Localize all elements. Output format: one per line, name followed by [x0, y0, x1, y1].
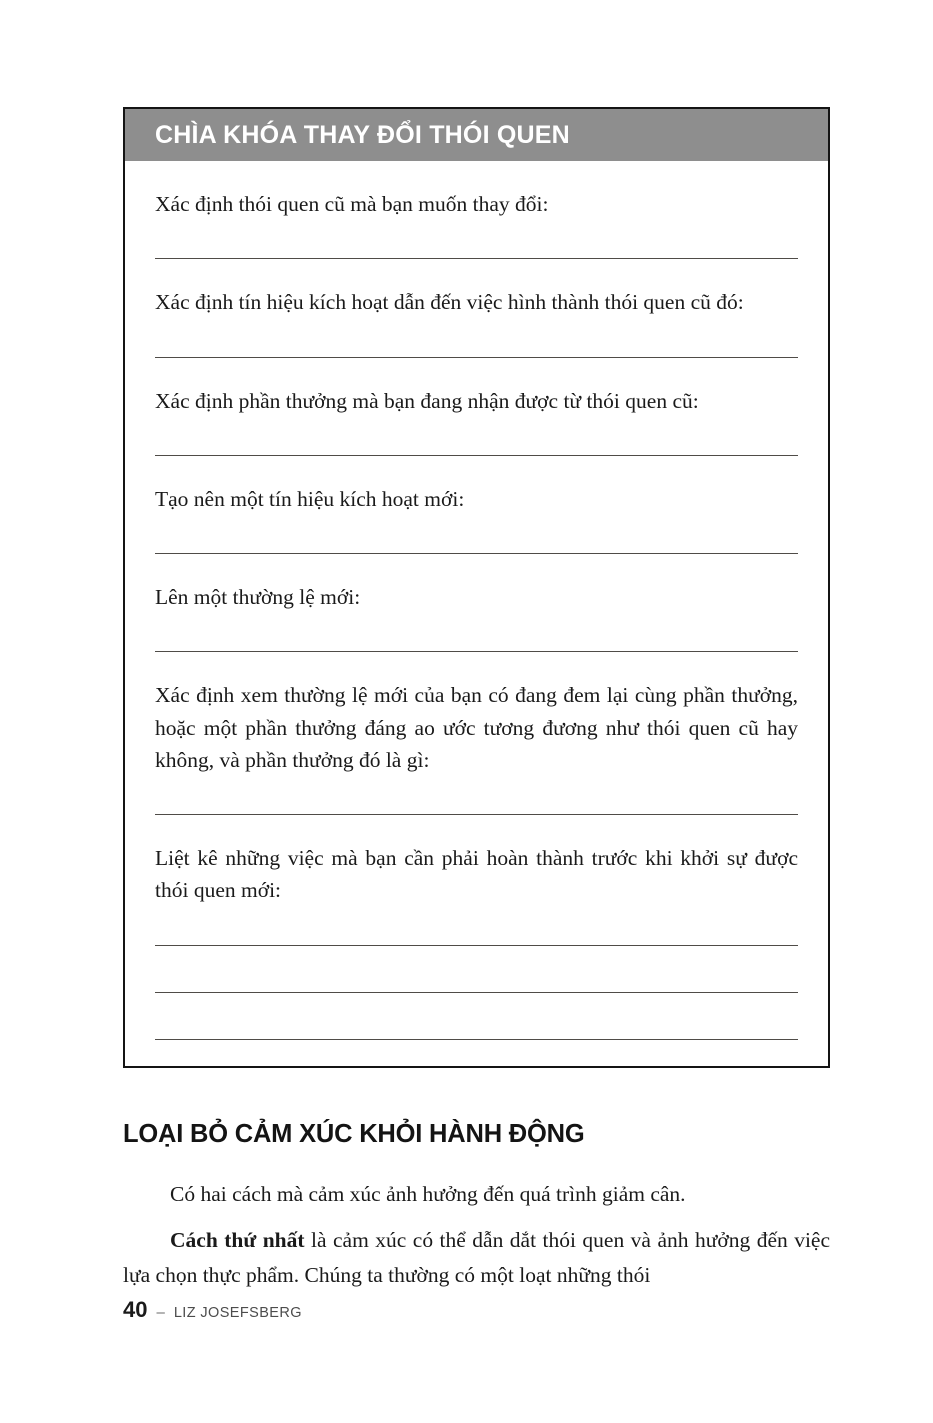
- page-content: [123, 107, 830, 1293]
- field-label: Xác định phần thưởng mà bạn đang nhận được từ thói quen cũ:: [155, 388, 699, 413]
- field-label: Lên một thường lệ mới:: [155, 585, 361, 609]
- blank-line: [155, 945, 798, 946]
- key-box-body: [125, 161, 828, 1066]
- paragraph-rest: là cảm xúc có thể dẫn dắt thói quen và ảnh hưởng đến việc lựa chọn thực phẩm. Chúng ta thường có một loạt những thói: [123, 1228, 831, 1288]
- field-label: Xác định thói quen cũ mà bạn muốn thay đổi:: [155, 192, 549, 216]
- paragraph-first-way: [123, 1223, 830, 1293]
- field-old-reward: [155, 358, 798, 456]
- field-new-routine: [155, 554, 798, 652]
- field-trigger-cue: [155, 259, 798, 357]
- field-label: Liệt kê những việc mà bạn cần phải hoàn thành trước khi khởi sự được thói quen mới:: [155, 846, 798, 903]
- author-name: LIZ JOSEFSBERG: [173, 1305, 302, 1321]
- field-label: Tạo nên một tín hiệu kích hoạt mới:: [155, 486, 465, 511]
- blank-line: [155, 1039, 798, 1040]
- key-box-header: [125, 109, 828, 161]
- field-new-reward-check: [155, 652, 798, 815]
- field-old-habit: [155, 161, 798, 259]
- blank-line: [155, 992, 798, 993]
- key-box-title: CHÌA KHÓA THAY ĐỔI THÓI QUEN: [155, 121, 570, 149]
- footer-separator: –: [156, 1304, 165, 1321]
- paragraph-intro: Có hai cách mà cảm xúc ảnh hưởng đến quá trình giảm cân.: [170, 1181, 686, 1206]
- field-prerequisites: [155, 815, 798, 1040]
- section-heading: LOẠI BỎ CẢM XÚC KHỎI HÀNH ĐỘNG: [123, 1119, 585, 1148]
- field-new-cue: [155, 456, 798, 554]
- habit-key-box: [123, 107, 830, 1068]
- page-footer: [123, 1297, 302, 1323]
- page-number: 40: [123, 1297, 148, 1322]
- field-label: Xác định tín hiệu kích hoạt dẫn đến việc hình thành thói quen cũ đó:: [155, 290, 744, 315]
- field-label: Xác định xem thường lệ mới của bạn có đang đem lại cùng phần thưởng, hoặc một phần thưởng đáng ao ước tương đương như thói quen cũ hay không, và phần thưởng đó là gì:: [155, 683, 798, 772]
- paragraph-bold-lead: Cách thứ nhất: [170, 1228, 305, 1253]
